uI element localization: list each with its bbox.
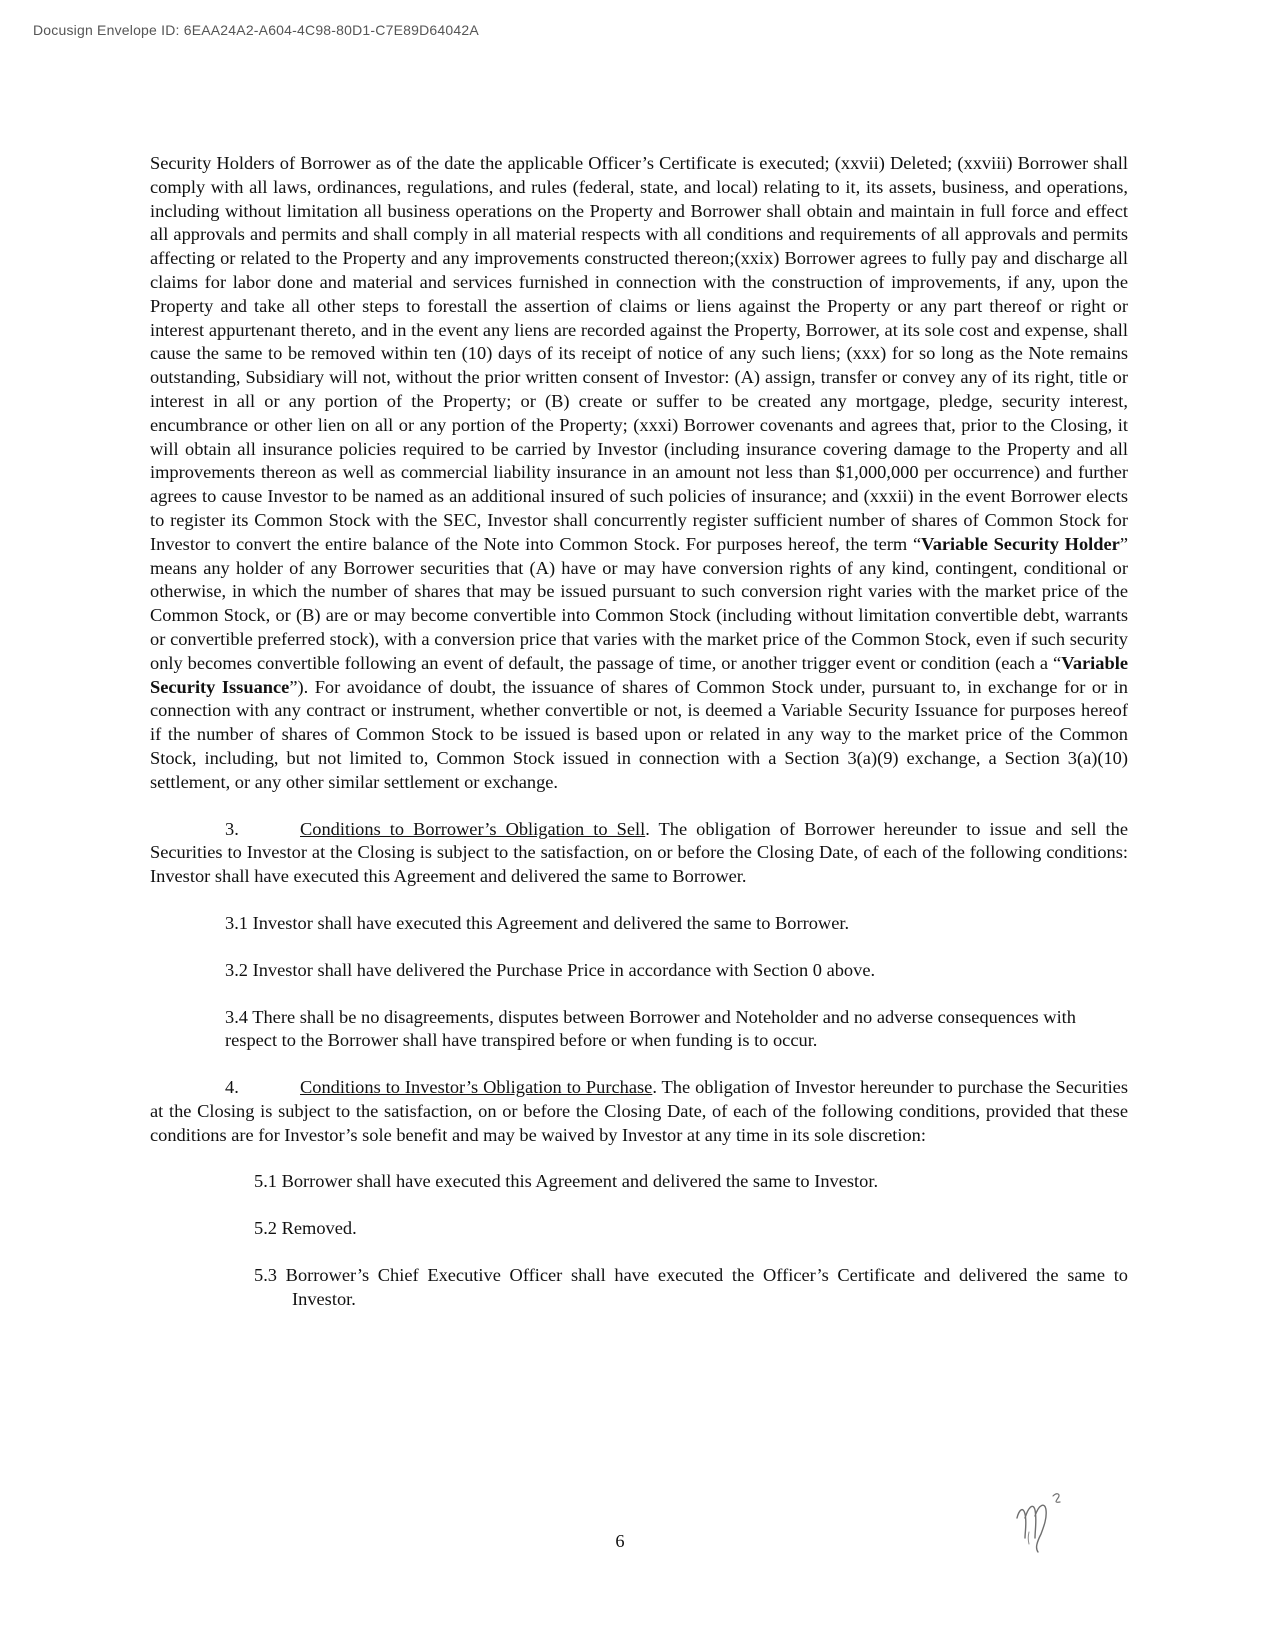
continuation-text-part1: Security Holders of Borrower as of the date the applicable Officer’s Certificate is executed; (xxvii) Deleted; (xxviii) Borrower shall comply with all laws, ordinances, regulations, and rules (federal, state, and local) relating to it, its assets, business, and operations, including without limitation all business operations on the Property and Borrower shall obtain and maintain in full force and effect all approvals and permits and shall comply in all material respects with all conditions and requirements of all approvals and permits affecting or related to the Property and any improvements constructed thereon;(xxix) Borrower agrees to fully pay and discharge all claims for labor done and material and services furnished in connection with the construction of improvements, if any, upon the Property and take all other steps to forestall the assertion of claims or liens against the Property or any part thereof or right or interest appurtenant thereto, and in the event any liens are recorded against the Property, Borrower, at its sole cost and expense, shall cause the same to be removed within ten (10) days of its receipt of notice of any such liens; (xxx) for so long as the Note remains outstanding, Subsidiary will not, without the prior written consent of Investor: (A) assign, transfer or convey any of its right, title or interest in all or any portion of the Property; or (B) create or suffer to be created any mortgage, pledge, security interest, encumbrance or other lien on all or any portion of the Property; (xxxi) Borrower covenants and agrees that, prior to the Closing, it will obtain all insurance policies required to be carried by Investor (including insurance covering damage to the Property and all improvements thereon as well as commercial liability insurance in an amount not less than $1,000,000 per occurrence) and further agrees to cause Investor to be named as an additional insured of such policies of insurance; and (xxxii) in the event Borrower elects to register its Common Stock with the SEC, Investor shall concurrently register sufficient number of shares of Common Stock for Investor to convert the entire balance of the Note into Common Stock. For purposes hereof, the term “ <box>150 153 1128 554</box>
defined-term-variable-security-holder: Variable Security Holder <box>921 533 1120 554</box>
continuation-text-part3: ”). For avoidance of doubt, the issuance of shares of Common Stock under, pursuant to, in exchange for or in connection with any contract or instrument, whether convertible or not, is deemed a Variable Security Issuance for purposes hereof if the number of shares of Common Stock to be issued is based upon or related in any way to the market price of the Common Stock, including, but not limited to, Common Stock issued in connection with a Section 3(a)(9) exchange, a Section 3(a)(10) settlement, or any other similar settlement or exchange. <box>150 676 1129 792</box>
handwritten-initials <box>1013 1488 1093 1563</box>
item-5-2: 5.2 Removed. <box>254 1218 357 1239</box>
item-3-4: 3.4 There shall be no disagreements, disputes between Borrower and Noteholder and no adverse consequences with respect to the Borrower shall have transpired before or when funding is to occur. <box>225 1006 1076 1051</box>
item-5-1: 5.1 Borrower shall have executed this Agreement and delivered the same to Investor. <box>254 1171 879 1192</box>
document-body <box>150 152 1128 1312</box>
section-4-paragraph <box>150 1076 1128 1147</box>
section-4-number: 4. <box>225 1077 239 1098</box>
docusign-envelope-id: Docusign Envelope ID: 6EAA24A2-A604-4C98-80D1-C7E89D64042A <box>33 22 479 38</box>
item-5-3: 5.3 Borrower’s Chief Executive Officer shall have executed the Officer’s Certificate and delivered the same to Investor. <box>254 1265 1128 1309</box>
section-4-body: . The obligation of Investor hereunder to purchase the Securities at the Closing is subject to the satisfaction, on or before the Closing Date, of each of the following conditions, provided that these conditions are for Investor’s sole benefit and may be waived by Investor at any time in its sole discretion: <box>150 1077 1129 1145</box>
section-4-heading: Conditions to Investor’s Obligation to Purchase <box>300 1077 653 1098</box>
initials-signature-icon <box>1013 1488 1093 1558</box>
continuation-paragraph <box>150 152 1128 795</box>
section-3-number: 3. <box>225 818 239 839</box>
section-3-heading: Conditions to Borrower’s Obligation to Sell <box>300 818 646 839</box>
page-number: 6 <box>615 1531 625 1551</box>
defined-term-variable-security-issuance: Variable Security Issuance <box>150 652 1128 697</box>
item-3-2: 3.2 Investor shall have delivered the Purchase Price in accordance with Section 0 above. <box>225 959 876 980</box>
section-3-body: . The obligation of Borrower hereunder to issue and sell the Securities to Investor at the Closing is subject to the satisfaction, on or before the Closing Date, of each of the following conditions: Investor shall have executed this Agreement and delivered the same to Borrower. <box>150 818 1128 887</box>
item-3-1: 3.1 Investor shall have executed this Agreement and delivered the same to Borrower. <box>225 912 850 933</box>
section-3-paragraph <box>150 818 1128 889</box>
continuation-text-part2: ” means any holder of any Borrower securities that (A) have or may have conversion rights of any kind, contingent, conditional or otherwise, in which the number of shares that may be issued pursuant to such conversion right varies with the market price of the Common Stock, or (B) are or may become convertible into Common Stock (including without limitation convertible debt, warrants or convertible preferred stock), with a conversion price that varies with the market price of the Common Stock, even if such security only becomes convertible following an event of default, the passage of time, or another trigger event or condition (each a “ <box>150 533 1128 673</box>
